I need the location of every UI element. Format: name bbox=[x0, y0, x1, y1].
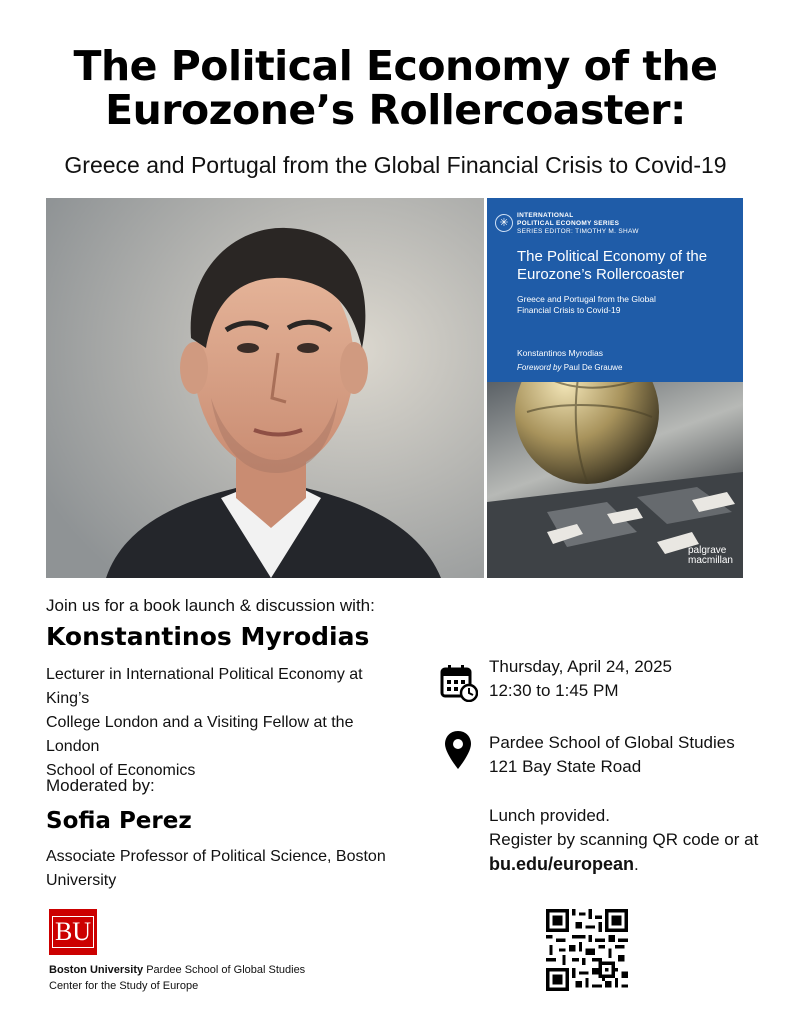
event-subtitle: Greece and Portugal from the Global Financial Crisis to Covid-19 bbox=[64, 152, 727, 178]
event-registration bbox=[489, 804, 758, 877]
title-line-1: The Political Economy of the bbox=[73, 42, 718, 90]
lunch-note: Lunch provided. bbox=[489, 806, 610, 825]
book-cover-image bbox=[487, 382, 743, 578]
bu-logo-text: BU bbox=[52, 916, 94, 948]
register-note: Register by scanning QR code or at bbox=[489, 830, 759, 849]
register-link-line bbox=[489, 852, 758, 877]
organization-center: Center for the Study of Europe bbox=[49, 980, 199, 992]
location-pin-icon bbox=[445, 731, 471, 769]
organization-info bbox=[49, 962, 305, 994]
bu-logo bbox=[49, 909, 97, 955]
speaker-desc-line-2: College London and a Visiting Fellow at the London bbox=[46, 714, 354, 755]
book-cover bbox=[487, 198, 743, 578]
speaker-name: Konstantinos Myrodias bbox=[46, 622, 370, 651]
speaker-desc-line-1: Lecturer in International Political Economy at King’s bbox=[46, 666, 363, 707]
register-link-period: . bbox=[634, 855, 639, 874]
book-series bbox=[517, 212, 639, 236]
qr-code[interactable] bbox=[546, 909, 628, 991]
book-title-line-1: The Political Economy of the bbox=[517, 248, 708, 265]
intro-text: Join us for a book launch & discussion with: bbox=[46, 596, 375, 615]
organization-line bbox=[49, 962, 305, 978]
publisher-line-1: palgrave bbox=[687, 545, 727, 556]
book-subtitle bbox=[517, 294, 737, 316]
book-subtitle-line-1: Greece and Portugal from the Global bbox=[517, 294, 656, 304]
book-title bbox=[517, 248, 737, 284]
calendar-clock-icon bbox=[440, 664, 478, 702]
speaker-portrait-illustration bbox=[46, 198, 484, 578]
moderator-desc-line-1: Associate Professor of Political Science, Boston bbox=[46, 848, 386, 865]
moderator-name: Sofia Perez bbox=[46, 808, 192, 834]
moderator-description bbox=[46, 845, 406, 893]
speaker-description bbox=[46, 663, 406, 783]
event-venue: Pardee School of Global Studies bbox=[489, 733, 735, 752]
organization-school: Pardee School of Global Studies bbox=[143, 964, 306, 976]
organization-university: Boston University bbox=[49, 964, 144, 976]
event-datetime bbox=[489, 655, 672, 703]
series-line-2: POLITICAL ECONOMY SERIES bbox=[517, 220, 620, 227]
book-subtitle-line-2: Financial Crisis to Covid-19 bbox=[517, 305, 621, 315]
publisher-line-2: macmillan bbox=[687, 555, 733, 566]
event-address: 121 Bay State Road bbox=[489, 757, 642, 776]
event-time: 12:30 to 1:45 PM bbox=[489, 681, 619, 700]
series-line-1: INTERNATIONAL bbox=[517, 212, 574, 219]
book-cover-header bbox=[487, 198, 743, 382]
foreword-name: Paul De Grauwe bbox=[563, 363, 623, 372]
event-location bbox=[489, 731, 735, 779]
moderator-desc-line-2: University bbox=[46, 872, 117, 889]
speaker-desc-line-3: School of Economics bbox=[46, 762, 196, 779]
register-link[interactable]: bu.edu/european bbox=[489, 854, 635, 874]
foreword-label: Foreword by bbox=[517, 363, 562, 372]
speaker-photo bbox=[46, 198, 484, 578]
event-title bbox=[0, 44, 791, 132]
series-editor: SERIES EDITOR: TIMOTHY M. SHAW bbox=[517, 228, 639, 235]
event-date: Thursday, April 24, 2025 bbox=[489, 657, 673, 676]
book-author: Konstantinos Myrodias bbox=[517, 348, 603, 358]
moderator-label: Moderated by: bbox=[46, 776, 155, 795]
book-title-line-2: Eurozone’s Rollercoaster bbox=[517, 266, 685, 283]
title-line-2: Eurozone’s Rollercoaster: bbox=[105, 86, 686, 134]
publisher-logo bbox=[688, 546, 733, 566]
book-foreword bbox=[517, 363, 622, 372]
series-logo-icon: ✳ bbox=[495, 214, 513, 232]
